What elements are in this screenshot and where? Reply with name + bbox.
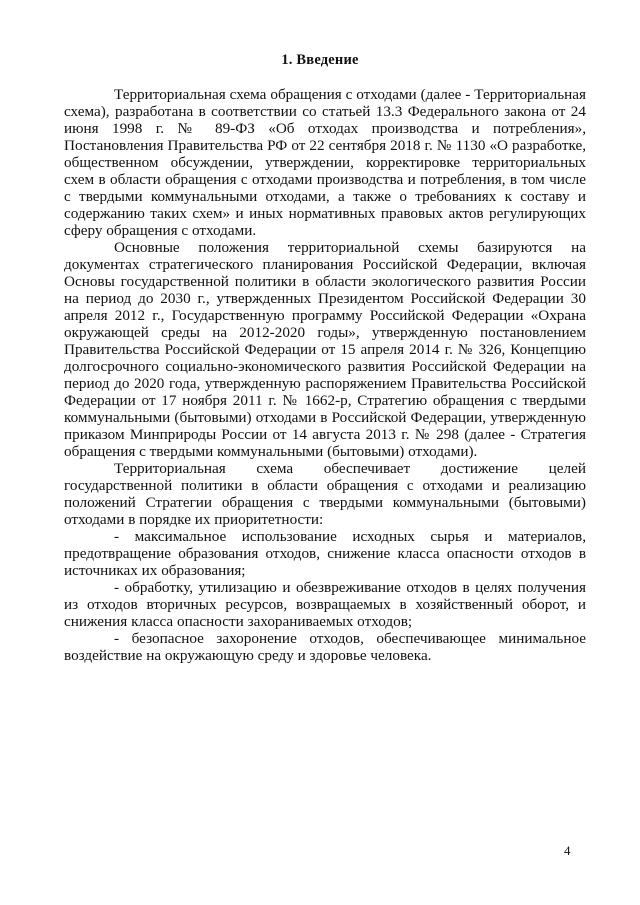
list-item-priority-2: - обработку, утилизацию и обезвреживание отходов в целях получения из отходов вторичных ресурсов, возвращаемых в хозяйственный оборот, и снижения класса опасности захораниваемых отходов; <box>64 579 586 630</box>
paragraph-strategic-documents: Основные положения территориальной схемы базируются на документах стратегического планирования Российской Федерации, включая Основы государственной политики в области экологического развития России на период до 2030 г., утвержденных Президентом Российской Федерации 30 апреля 2012 г., Государственную программу Российской Федерации «Охрана окружающей среды на 2012-2020 годы», утвержденную постановлением Правительства Российской Федерации от 15 апреля 2014 г. № 326, Концепцию долгосрочного социально-экономического развития Российской Федерации на период до 2020 года, утвержденную распоряжением Правительства Российской Федерации от 17 ноября 2011 г. № 1662-р, Стратегию обращения с твердыми коммунальными (бытовыми) отходами в Российской Федерации, утвержденную приказом Минприроды России от 14 августа 2013 г. № 298 (далее - Стратегия обращения с твердыми коммунальными (бытовыми) отходами). <box>64 239 586 460</box>
list-item-priority-3: - безопасное захоронение отходов, обеспечивающее минимальное воздействие на окружающую среду и здоровье человека. <box>64 630 586 664</box>
section-heading: 1. Введение <box>281 52 359 68</box>
page-number: 4 <box>564 843 571 858</box>
body-text <box>64 86 586 664</box>
list-item-priority-1: - максимальное использование исходных сырья и материалов, предотвращение образования отходов, снижение класса опасности отходов в источниках их образования; <box>64 528 586 579</box>
paragraph-goals: Территориальная схема обеспечивает достижение целей государственной политики в области обращения с отходами и реализацию положений Стратегии обращения с твердыми коммунальными (бытовыми) отходами в порядке их приоритетности: <box>64 460 586 528</box>
paragraph-introduction: Территориальная схема обращения с отходами (далее - Территориальная схема), разработана в соответствии со статьей 13.3 Федерального закона от 24 июня 1998 г. № 89-ФЗ «Об отходах производства и потребления», Постановления Правительства РФ от 22 сентября 2018 г. № 1130 «О разработке, общественном обсуждении, утверждении, корректировке территориальных схем в области обращения с отходами производства и потребления, в том числе с твердыми коммунальными отходами, а также о требованиях к составу и содержанию таких схем» и иных нормативных правовых актов регулирующих сферу обращения с отходами. <box>64 86 586 239</box>
